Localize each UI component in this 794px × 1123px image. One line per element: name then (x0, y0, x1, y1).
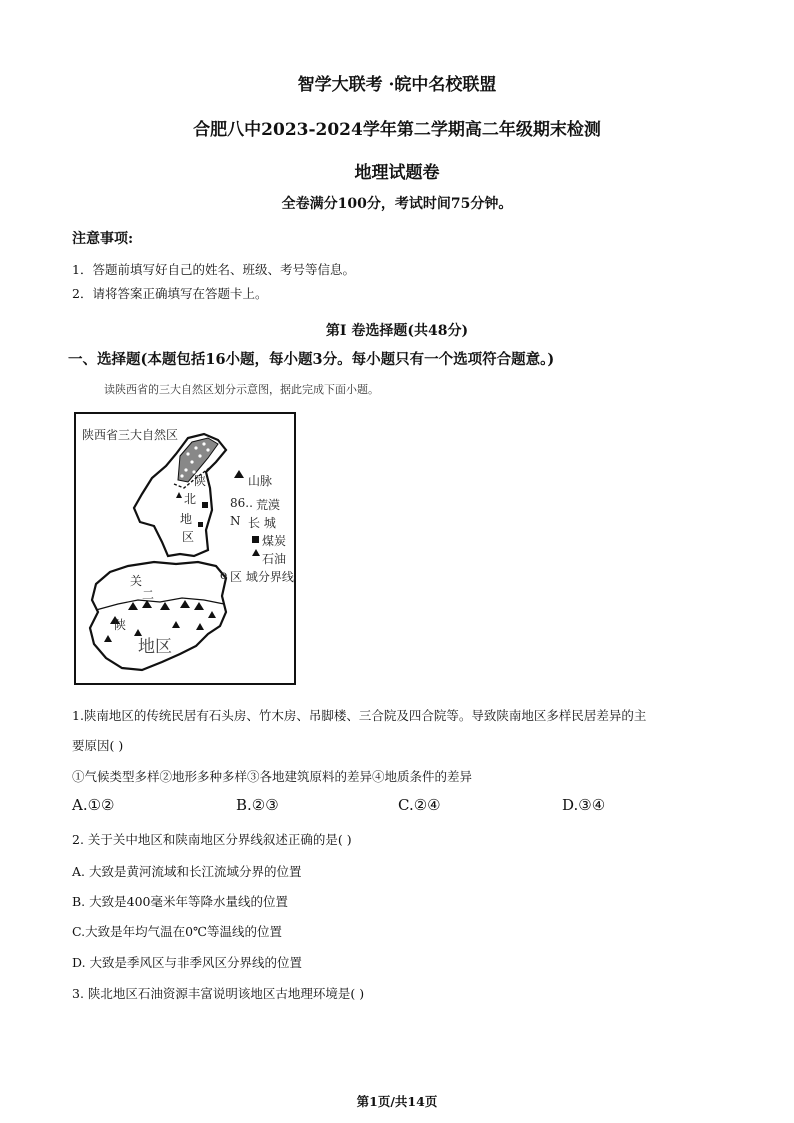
legend-wall-label: 长 城 (248, 516, 276, 530)
map-title: 陕西省三大自然区 (82, 428, 179, 442)
q1-stem-line2: 要原因( ) (72, 738, 124, 753)
legend-mountain-symbol (234, 470, 244, 478)
subject-title: 地理试题卷 (354, 163, 440, 183)
central-region-label-2: 二 (142, 588, 155, 602)
central-region-label: 关 (130, 574, 143, 588)
legend-noise-2: N (230, 514, 241, 528)
south-region-label-2: 地区 (138, 637, 172, 657)
coal-marker (202, 502, 208, 508)
legend-noise-3: o (220, 568, 228, 582)
north-region-char-1: 陕 (194, 474, 207, 488)
legend-boundary-label: 区 域分界线 (230, 570, 294, 584)
north-region-char-3: 地 (180, 512, 193, 526)
central-south-boundary (96, 598, 224, 610)
part-title: 第I 卷选择题(共48分) (325, 323, 469, 339)
notes-title: 注意事项: (72, 231, 134, 247)
legend-coal-symbol (252, 536, 259, 543)
exam-title: 合肥八中2023-2024学年第二学期高二年级期末检测 (193, 120, 601, 140)
q2-stem: 2. 关于关中地区和陕南地区分界线叙述正确的是( ) (72, 832, 352, 847)
q2-option-c: C.大致是年均气温在0℃等温线的位置 (72, 924, 283, 939)
q1-option-b: B.②③ (236, 796, 279, 814)
q1-option-d: D.③④ (562, 796, 606, 814)
section-heading: 一、选择题(本题包括16小题，每小题3分。每小题只有一个选项符合题意。) (68, 351, 555, 368)
q1-stem-line1: 1.陕南地区的传统民居有石头房、竹木房、吊脚楼、三合院及四合院等。导致陕南地区多样民居差异的主 (72, 708, 647, 723)
q1-items: ①气候类型多样②地形多种多样③各地建筑原料的差异④地质条件的差异 (72, 769, 473, 784)
page-number: 第1页/共14页 (356, 1094, 438, 1109)
q2-option-b: B. 大致是400毫米年等降水量线的位置 (72, 894, 288, 909)
note-item-1: 1．答题前填写好自己的姓名、班级、考号等信息。 (72, 262, 355, 277)
q1-option-c: C.②④ (398, 796, 441, 814)
q3-stem: 3. 陕北地区石油资源丰富说明该地区古地理环境是( ) (72, 986, 365, 1001)
legend-noise-1: 86.. (230, 496, 253, 510)
section-intro: 读陕西省的三大自然区划分示意图，据此完成下面小题。 (104, 383, 379, 396)
legend-oil-label: 石油 (262, 552, 287, 566)
score-time-info: 全卷满分100分，考试时间75分钟。 (281, 196, 513, 212)
legend-oil-symbol (252, 549, 260, 556)
legend-desert-label: 荒漠 (256, 498, 281, 512)
legend-mountain-label: 山脉 (248, 474, 273, 488)
note-item-2: 2．请将答案正确填写在答题卡上。 (72, 286, 268, 301)
legend-coal-label: 煤炭 (262, 534, 287, 548)
exam-alliance-title: 智学大联考 ·皖中名校联盟 (297, 75, 497, 95)
shaanxi-regions-map (74, 412, 296, 685)
south-region-label-1: 陕 (114, 618, 127, 632)
north-region-char-4: 区 (182, 530, 195, 544)
oil-marker (176, 492, 182, 498)
north-region-char-2: 北 (184, 492, 197, 506)
q1-option-a: A.①② (72, 796, 115, 814)
q2-option-a: A. 大致是黄河流域和长江流域分界的位置 (72, 864, 302, 879)
q2-option-d: D. 大致是季风区与非季风区分界线的位置 (72, 955, 303, 970)
